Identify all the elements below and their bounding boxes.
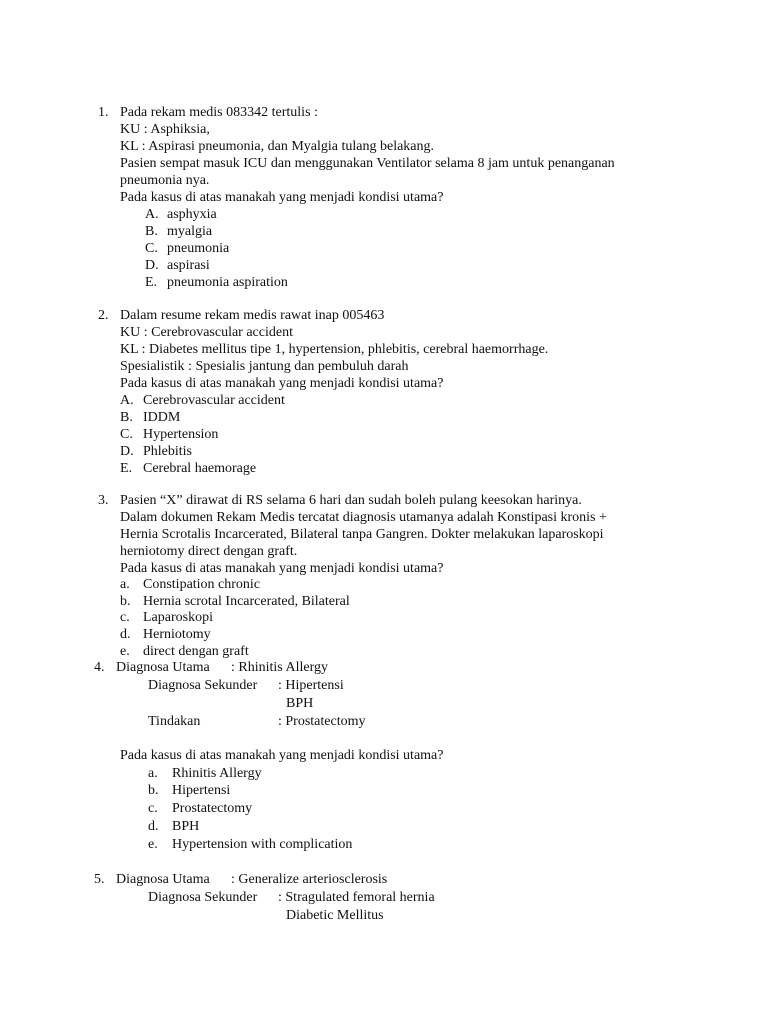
procedure-label: Tindakan [148, 714, 201, 729]
secondary-diagnosis-label: Diagnosa Sekunder [148, 678, 258, 693]
option-text: pneumonia aspiration [167, 275, 288, 290]
question-prompt: Pada kasus di atas manakah yang menjadi kondisi utama? [120, 376, 444, 391]
option-label: E. [120, 461, 133, 476]
secondary-diagnosis-value: BPH [286, 696, 314, 711]
option-label: e. [148, 837, 158, 852]
main-diagnosis-label: Diagnosa Utama [116, 872, 210, 887]
option-text: Cerebral haemorage [143, 461, 257, 476]
question-text: KL : Diabetes mellitus tipe 1, hypertension, phlebitis, cerebral haemorrhage. [120, 342, 549, 357]
question-text: herniotomy direct dengan graft. [120, 544, 298, 559]
option-text: Prostatectomy [172, 801, 253, 816]
question-text: pneumonia nya. [120, 173, 210, 188]
option-text: Rhinitis Allergy [172, 766, 262, 781]
option-label: b. [120, 594, 131, 609]
option-label: A. [145, 207, 159, 222]
option-label: A. [120, 393, 134, 408]
secondary-diagnosis-value: Diabetic Mellitus [286, 908, 384, 923]
option-text: Hernia scrotal Incarcerated, Bilateral [143, 594, 350, 609]
option-label: d. [120, 627, 131, 642]
question-prompt: Pada kasus di atas manakah yang menjadi kondisi utama? [120, 748, 444, 763]
option-text: Constipation chronic [143, 577, 261, 592]
question-number: 1. [98, 105, 109, 120]
option-label: C. [120, 427, 133, 442]
option-label: e. [120, 644, 130, 659]
main-diagnosis-label: Diagnosa Utama [116, 660, 210, 675]
question-prompt: Pada kasus di atas manakah yang menjadi kondisi utama? [120, 190, 444, 205]
question-text: Hernia Scrotalis Incarcerated, Bilateral tanpa Gangren. Dokter melakukan laparoskopi [120, 527, 604, 542]
option-text: IDDM [143, 410, 181, 425]
option-label: a. [148, 766, 158, 781]
question-number: 4. [94, 660, 105, 675]
question-text: Dalam dokumen Rekam Medis tercatat diagnosis utamanya adalah Konstipasi kronis + [120, 510, 607, 525]
option-text: Herniotomy [143, 627, 211, 642]
option-label: d. [148, 819, 159, 834]
option-label: C. [145, 241, 158, 256]
option-label: b. [148, 783, 159, 798]
option-label: B. [145, 224, 158, 239]
option-label: a. [120, 577, 130, 592]
option-label: B. [120, 410, 133, 425]
question-text: KL : Aspirasi pneumonia, dan Myalgia tulang belakang. [120, 139, 435, 154]
option-label: D. [120, 444, 134, 459]
question-text: KU : Cerebrovascular accident [120, 325, 293, 340]
secondary-diagnosis-label: Diagnosa Sekunder [148, 890, 258, 905]
option-text: aspirasi [167, 258, 210, 273]
option-text: myalgia [167, 224, 213, 239]
option-label: c. [120, 610, 130, 625]
option-text: BPH [172, 819, 200, 834]
option-text: pneumonia [167, 241, 230, 256]
question-number: 3. [98, 493, 109, 508]
question-prompt: Pada kasus di atas manakah yang menjadi kondisi utama? [120, 561, 444, 576]
question-number: 5. [94, 872, 105, 887]
option-label: E. [145, 275, 158, 290]
secondary-diagnosis-value: : Hipertensi [278, 678, 344, 693]
question-text: Pasien sempat masuk ICU dan menggunakan Ventilator selama 8 jam untuk penanganan [120, 156, 615, 171]
question-text: Spesialistik : Spesialis jantung dan pembuluh darah [120, 359, 409, 374]
option-text: Phlebitis [143, 444, 193, 459]
option-text: Hypertension [143, 427, 219, 442]
question-text: Pasien “X” dirawat di RS selama 6 hari dan sudah boleh pulang keesokan harinya. [120, 493, 582, 508]
option-text: asphyxia [167, 207, 217, 222]
question-text: Pada rekam medis 083342 tertulis : [120, 105, 318, 120]
option-label: D. [145, 258, 159, 273]
option-label: c. [148, 801, 158, 816]
main-diagnosis-value: : Generalize arteriosclerosis [231, 872, 388, 887]
option-text: Hipertensi [172, 783, 231, 798]
question-number: 2. [98, 308, 109, 323]
question-text: Dalam resume rekam medis rawat inap 005463 [120, 308, 385, 323]
procedure-value: : Prostatectomy [278, 714, 366, 729]
option-text: Hypertension with complication [172, 837, 353, 852]
question-text: KU : Asphiksia, [120, 122, 210, 137]
option-text: Laparoskopi [143, 610, 213, 625]
secondary-diagnosis-value: : Stragulated femoral hernia [278, 890, 435, 905]
option-text: direct dengan graft [143, 644, 249, 659]
option-text: Cerebrovascular accident [143, 393, 285, 408]
main-diagnosis-value: : Rhinitis Allergy [231, 660, 328, 675]
